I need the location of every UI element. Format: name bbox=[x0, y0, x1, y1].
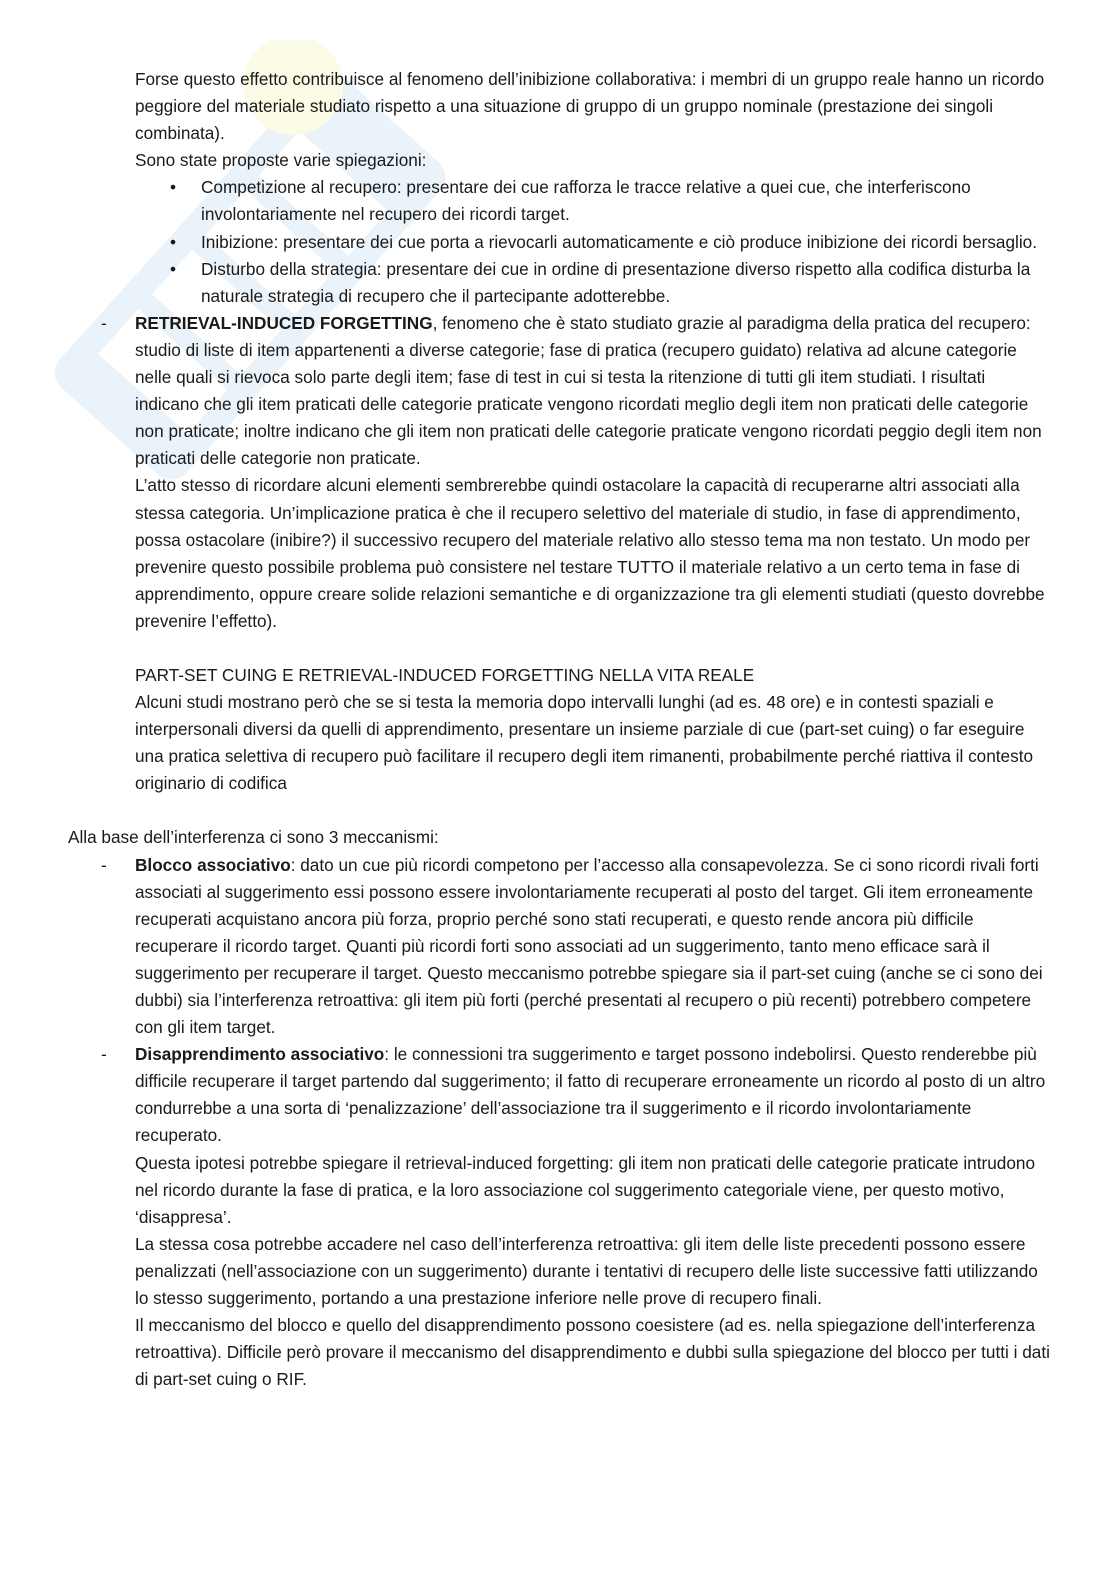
rif-description: , fenomeno che è stato studiato grazie al paradigma della pratica del recupero: studio di liste di item appartenenti a diverse categorie; fase di pratica (recupero guidato) relativa ad alcune categorie nelle quali si rievoca solo parte degli item; fase di test in cui si testa la ritenzione di tutti gli item studiati. I risultati indicano che gli item praticati delle categorie praticate vengono ricordati meglio degli item non praticati delle categorie non praticate; inoltre indicano che gli item non praticati delle categorie praticate vengono ricordati peggio degli item non praticati delle categorie non praticate. bbox=[135, 312, 1042, 469]
paragraph-collaborative-inhibition: Forse questo effetto contribuisce al fenomeno dell’inibizione collaborativa: i membri di un gruppo reale hanno un ricordo peggiore del materiale studiato rispetto a una situazione di gruppo di un gruppo nominale (prestazione dei singoli combinata). bbox=[135, 69, 1045, 144]
paragraph-unlearning bbox=[135, 1041, 1053, 1149]
paragraph-unlearning-rif: Questa ipotesi potrebbe spiegare il retrieval-induced forgetting: gli item non praticati delle categorie praticate intrudono nel ricordo durante la fase di pratica, e la loro associazione col suggerimento categoriale viene, per questo motivo, ‘disappresa’. bbox=[135, 1152, 1036, 1227]
explanation-competition: Competizione al recupero: presentare dei cue rafforza le tracce relative a quei cue, che interferiscono involontariamente nel recupero dei ricordi target. bbox=[201, 177, 971, 225]
explanation-inhibition: Inibizione: presentare dei cue porta a rievocarli automaticamente e ciò produce inibizione dei ricordi bersaglio. bbox=[201, 231, 1037, 252]
explanation-strategy-disruption: Disturbo della strategia: presentare dei cue in ordine di presentazione diverso rispetto alla codifica disturba la naturale strategia di recupero che il partecipante adotterebbe. bbox=[201, 258, 1031, 306]
paragraph-mechanisms-intro: Alla base dell’interferenza ci sono 3 meccanismi: bbox=[68, 827, 439, 848]
section-heading-real-life: PART-SET CUING E RETRIEVAL-INDUCED FORGETTING NELLA VITA REALE bbox=[135, 664, 755, 685]
paragraph-unlearning-coexist: Il meccanismo del blocco e quello del disapprendimento possono coesistere (ad es. nella spiegazione dell’interferenza retroattiva). Difficile però provare il meccanismo del disapprendimento e dubbi sulla spiegazione del blocco per tutti i dati di part-set cuing o RIF. bbox=[135, 1315, 1050, 1390]
unlearning-description: : le connessioni tra suggerimento e target possono indebolirsi. Questo renderebbe più difficile recuperare il target partendo dal suggerimento; il fatto di recuperare erroneamente un ricordo al posto di un altro condurrebbe a una sorta di ‘penalizzazione’ dell’associazione tra il suggerimento e il ricordo involontariamente recuperato. bbox=[135, 1044, 1046, 1146]
spacer bbox=[68, 797, 1053, 824]
list-item bbox=[68, 1041, 1053, 1393]
bullet-icon: • bbox=[170, 258, 177, 279]
list-item bbox=[68, 229, 1053, 256]
spacer bbox=[68, 635, 1053, 662]
list-item bbox=[68, 256, 1053, 310]
paragraph-block bbox=[135, 852, 1053, 1042]
list-item bbox=[68, 852, 1053, 1042]
block-description: : dato un cue più ricordi competono per l’accesso alla consapevolezza. Se ci sono ricordi rivali forti associati al suggerimento essi possono essere involontariamente recuperati al posto del target. Gli item erroneamente recuperati acquistano ancora più forza, proprio perché sono stati recuperati, e questo rende ancora più difficile recuperare il ricordo target. Quanti più ricordi forti sono associati ad un suggerimento, tanto meno efficace sarà il suggerimento per recuperare il target. Questo meccanismo potrebbe spiegare sia il part-set cuing (anche se ci sono dei dubbi) sia l’interferenza retroattiva: gli item più forti (perché presentati al recupero o più recenti) potrebbero competere con gli item target. bbox=[135, 854, 1043, 1038]
term-block: Blocco associativo bbox=[135, 854, 291, 875]
term-unlearning: Disapprendimento associativo bbox=[135, 1044, 385, 1065]
dash-marker: - bbox=[101, 854, 107, 875]
dash-marker: - bbox=[101, 1044, 107, 1065]
paragraph-real-life: Alcuni studi mostrano però che se si testa la memoria dopo intervalli lunghi (ad es. 48 ore) e in contesti spaziali e interpersonali diversi da quelli di apprendimento, presentare un insieme parziale di cue (part-set cuing) o far eseguire una pratica selettiva di recupero può facilitare il recupero degli item rimanenti, probabilmente perché riattiva il contesto originario di codifica bbox=[135, 692, 1034, 794]
paragraph-explanations-intro: Sono state proposte varie spiegazioni: bbox=[135, 150, 427, 171]
dash-marker: - bbox=[101, 312, 107, 333]
document-body bbox=[68, 66, 1053, 1393]
list-item bbox=[68, 174, 1053, 228]
term-rif: RETRIEVAL-INDUCED FORGETTING bbox=[135, 312, 433, 333]
paragraph-rif-implication: L’atto stesso di ricordare alcuni elementi sembrerebbe quindi ostacolare la capacità di recuperarne altri associati alla stessa categoria. Un’implicazione pratica è che il recupero selettivo del materiale di studio, in fase di apprendimento, possa ostacolare (inibire?) il successivo recupero del materiale relativo allo stesso tema ma non testato. Un modo per prevenire questo possibile problema può consistere nel testare TUTTO il materiale relativo a un certo tema in fase di apprendimento, oppure creare solide relazioni semantiche e di organizzazione tra gli elementi studiati (questo dovrebbe prevenire l’effetto). bbox=[135, 475, 1045, 631]
bullet-icon: • bbox=[170, 231, 177, 252]
list-item bbox=[68, 310, 1053, 635]
paragraph-rif bbox=[135, 310, 1053, 473]
paragraph-unlearning-retroactive: La stessa cosa potrebbe accadere nel caso dell’interferenza retroattiva: gli item delle liste precedenti possono essere penalizzati (nell’associazione con un suggerimento) durante i tentativi di recupero delle liste successive fatti utilizzando lo stesso suggerimento, portando a una prestazione inferiore nelle prove di recupero finali. bbox=[135, 1233, 1038, 1309]
bullet-icon: • bbox=[170, 177, 177, 198]
